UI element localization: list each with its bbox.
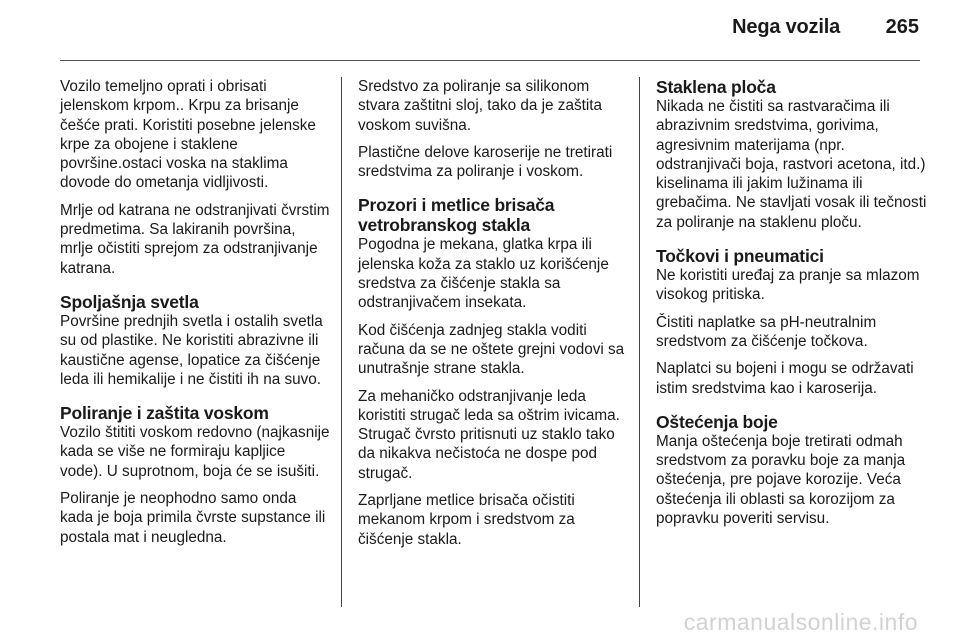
column-3	[656, 77, 928, 536]
paragraph-paint-damage: Manja oštećenja boje tretirati odmah sredstvom za poravku boje za manja oštećenja, pre pojave korozije. Veća oštećenja ili oblasti sa korozijom za popravku poveriti servisu.	[656, 432, 906, 528]
paragraph-polish: Poliranje je neophodno samo onda kada je boja primila čvrste supstance ili postala mat i neugledna.	[60, 490, 326, 546]
paragraph-ice-scraper: Za mehaničko odstranjivanje leda koristiti strugač leda sa oštrim ivicama. Strugač čvrsto pritisnuti uz staklo tako da nikakva nečistoća ne dospe pod strugač.	[358, 387, 620, 482]
column-1	[60, 77, 330, 555]
column-2	[358, 77, 628, 557]
paragraph-tar: Mrlje od katrana ne odstranjivati čvrstim predmetima. Sa lakiranih površina, mrlje očistiti sprejom za odstranjivanje katrana.	[60, 201, 330, 277]
page-number: 265	[885, 16, 919, 38]
column-divider	[639, 77, 640, 607]
heading-windows-wipers: Prozori i metlice brisača vetrobranskog stakla	[358, 195, 555, 236]
paragraph-rims: Čistiti naplatke sa pH-neutralnim sredstvom za čišćenje točkova.	[656, 313, 877, 350]
heading-wheels-tyres: Točkovi i pneumatici	[656, 246, 824, 267]
heading-exterior-lights: Spoljašnja svetla	[60, 291, 199, 312]
paragraph-wax: Vozilo štititi voskom redovno (najkasnije kada se više ne formiraju kapljice vode). U suprotnom, boja će se isušiti.	[60, 424, 330, 480]
paragraph-rear-window: Kod čišćenja zadnjeg stakla voditi računa da se ne oštete grejni vodovi sa unutrašnje strane stakla.	[358, 321, 625, 378]
paragraph-lights: Površine prednjih svetla i ostalih svetla su od plastike. Ne koristiti abrazivne ili kaustične agense, lopatice za čišćenje leda ili hemikalije i ne čistiti ih na suvo.	[60, 312, 323, 388]
heading-polishing: Poliranje i zaštita voskom	[60, 403, 269, 424]
paragraph-plastic: Plastične delove karoserije ne tretirati sredstvima za poliranje i voskom.	[358, 143, 613, 181]
section-title: Nega vozila	[732, 16, 840, 38]
heading-paint-damage: Oštećenja boje	[656, 411, 778, 432]
header-rule	[60, 60, 920, 61]
paragraph-pressure-washer: Ne koristiti uređaj za pranje sa mlazom visokog pritiska.	[656, 267, 920, 304]
heading-glass-panel: Staklena ploča	[656, 77, 776, 97]
paragraph-cloth: Pogodna je mekana, glatka krpa ili jelenska koža za staklo uz korišćenje sredstva za čišćenje stakla sa odstranjivačem insekata.	[358, 236, 609, 312]
paragraph-silicone: Sredstvo za poliranje sa silikonom stvara zaštitni sloj, tako da je zaštita voskom suvišna.	[358, 78, 603, 134]
paragraph-wash: Vozilo temeljno oprati i obrisati jelenskom krpom.. Krpu za brisanje češće prati. Koristiti posebne jelenske krpe za obojene i staklene površine.ostaci voska na staklima dovode do ometanja vidljivosti.	[60, 78, 316, 192]
paragraph-glass-panel: Nikada ne čistiti sa rastvaračima ili abrazivnim sredstvima, gorivima, agresivnim materijama (npr. odstranjivači boja, rastvori acetona, itd.) kiselinama ili jakim lužinama ili grebačima. Ne stavljati vosak ili tečnosti za poliranje na staklenu ploču.	[656, 98, 927, 231]
watermark: carmanualsonline.info	[683, 609, 918, 635]
paragraph-painted-rims: Naplatci su bojeni i mogu se održavati istim sredstvima kao i karoserija.	[656, 360, 914, 397]
page-header	[0, 0, 960, 62]
column-divider	[341, 77, 342, 607]
paragraph-wiper-blades: Zaprljane metlice brisača očistiti mekanom krpom i sredstvom za čišćenje stakla.	[358, 492, 575, 548]
